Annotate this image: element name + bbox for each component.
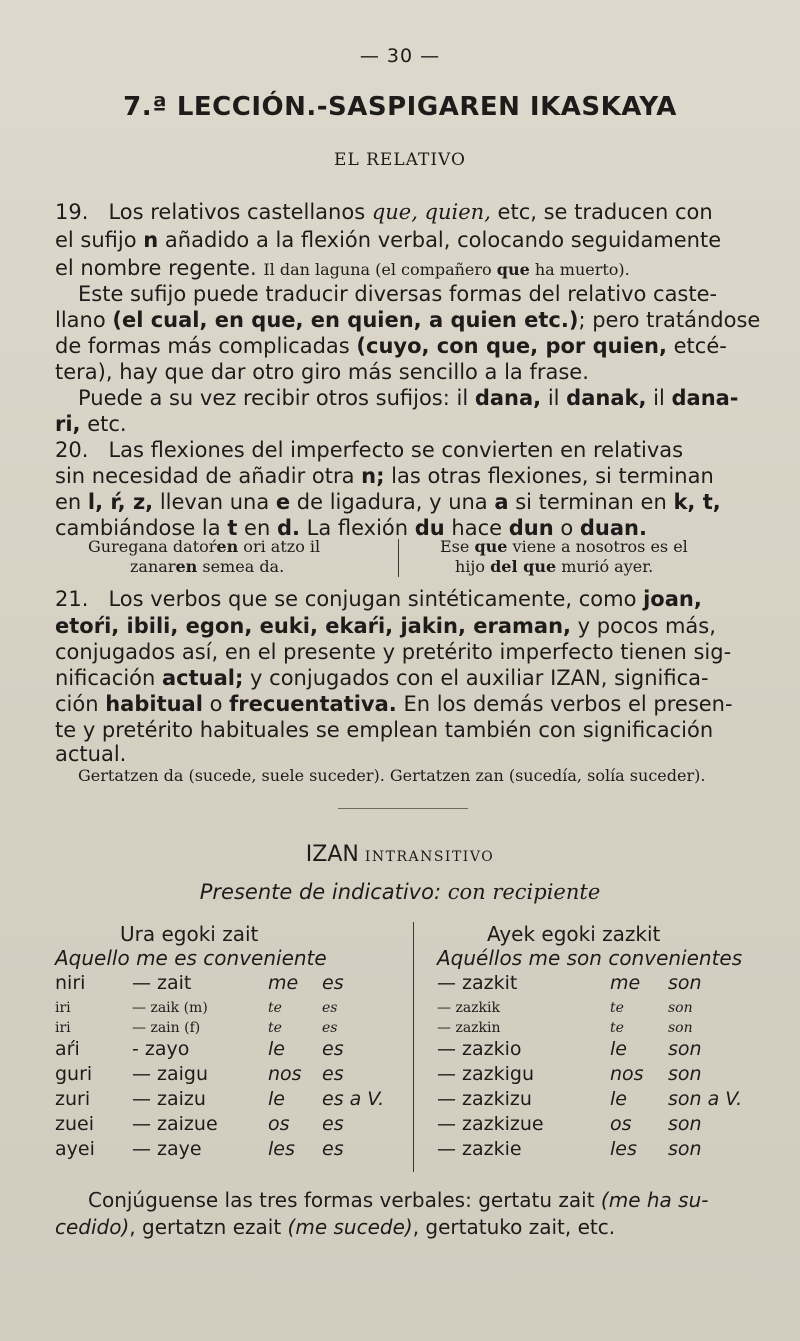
section-divider [338, 808, 468, 809]
section-title: EL RELATIVO [334, 150, 466, 170]
conjugation-cell-t2: es [322, 972, 344, 994]
conjugation-cell-p: guri [55, 1063, 93, 1085]
example-spanish-2: hijo del que murió ayer. [455, 557, 654, 576]
conjugation-cell-v: — zain (f) [132, 1020, 201, 1036]
conjugation-cell-v: — zaik (m) [132, 1000, 208, 1016]
left-column-head: Ura egoki zait [120, 922, 259, 946]
p21-line-1: 21. Los verbos que se conjugan sintéticamente, como joan, [55, 587, 702, 611]
conjugation-cell-rv: — zazkizue [437, 1113, 544, 1135]
p19-line-1: 19. Los relativos castellanos que, quien, etc, se traducen con [55, 200, 713, 224]
right-column-translation: Aquéllos me son convenientes [437, 946, 743, 970]
p21-line-3: conjugados así, en el presente y pretérito imperfecto tienen sig- [55, 640, 732, 664]
conjugation-cell-r2: son [668, 1020, 693, 1036]
conjugation-cell-r1: nos [610, 1063, 644, 1085]
conjugation-cell-t1: les [268, 1138, 295, 1160]
conjugation-cell-t1: os [268, 1113, 290, 1135]
p20-line-3: en l, ŕ, z, llevan una e de ligadura, y una a si terminan en k, t, [55, 490, 721, 514]
conjugation-cell-r2: son a V. [668, 1088, 743, 1110]
p21-line-6: te y pretérito habituales se emplean también con significación [55, 718, 714, 742]
conjugation-cell-p: zuri [55, 1088, 91, 1110]
conjugation-cell-t2: es [322, 1138, 344, 1160]
conjugation-cell-r1: les [610, 1138, 637, 1160]
izan-title: IZAN INTRANSITIVO [305, 842, 495, 867]
conjugation-cell-p: niri [55, 972, 86, 994]
conjugation-cell-v: — zait [132, 972, 192, 994]
conjugation-cell-t2: es [322, 1038, 344, 1060]
conjugation-cell-v: — zaizu [132, 1088, 206, 1110]
conjugation-cell-rv: — zazkie [437, 1138, 522, 1160]
p19-line-8: Puede a su vez recibir otros sufijos: il dana, il danak, il dana- [78, 386, 739, 410]
conjugation-cell-t1: te [268, 1000, 282, 1016]
conjugation-cell-t2: es [322, 1000, 338, 1016]
conjugation-cell-t2: es [322, 1020, 338, 1036]
p21-example: Gertatzen da (sucede, suele suceder). Gertatzen zan (sucedía, solía suceder). [78, 766, 706, 785]
conjugation-cell-rv: — zazkizu [437, 1088, 532, 1110]
example-basque-2: zanaren semea da. [130, 557, 285, 576]
p21-line-2: etoŕi, ibili, egon, euki, ekaŕi, jakin, eraman, y pocos más, [55, 614, 716, 638]
p19-line-4: Este sufijo puede traducir diversas formas del relativo caste- [78, 282, 718, 306]
lesson-title: 7.ª LECCIÓN.-SASPIGAREN IKASKAYA [123, 92, 677, 122]
conjugation-cell-r1: os [610, 1113, 632, 1135]
conjugation-cell-t2: es a V. [322, 1088, 385, 1110]
conjugation-cell-r1: te [610, 1020, 624, 1036]
conjugation-cell-t1: le [268, 1038, 285, 1060]
column-divider [413, 922, 414, 1172]
conjugation-cell-r2: son [668, 1138, 702, 1160]
conjugation-cell-r2: son [668, 972, 702, 994]
p21-line-7: actual. [55, 742, 127, 766]
p21-line-5: ción habitual o frecuentativa. En los demás verbos el presen- [55, 692, 733, 716]
conjugation-cell-r2: son [668, 1113, 702, 1135]
conjugation-cell-p: ayei [55, 1138, 95, 1160]
conjugation-cell-t2: es [322, 1113, 344, 1135]
example-divider [398, 539, 399, 577]
conjugation-cell-rv: — zazkit [437, 972, 518, 994]
conjugation-cell-r2: son [668, 1063, 702, 1085]
p20-line-1: 20. Las flexiones del imperfecto se convierten en relativas [55, 438, 684, 462]
conjugation-cell-v: — zaye [132, 1138, 202, 1160]
p19-line-6: de formas más complicadas (cuyo, con que, por quien, etcé- [55, 334, 727, 358]
final-line-2: cedido), gertatzn ezait (me sucede), gertatuko zait, etc. [55, 1215, 616, 1239]
conjugation-cell-r1: te [610, 1000, 624, 1016]
conjugation-cell-p: iri [55, 1000, 71, 1016]
izan-subtitle: Presente de indicativo: con recipiente [199, 880, 601, 904]
conjugation-cell-r1: le [610, 1038, 627, 1060]
conjugation-cell-t2: es [322, 1063, 344, 1085]
p19-line-2: el sufijo n añadido a la flexión verbal, colocando seguidamente [55, 228, 722, 252]
page-number: — 30 — [359, 45, 441, 67]
p19-line-5: llano (el cual, en que, en quien, a quien etc.); pero tratándose [55, 308, 761, 332]
conjugation-cell-rv: — zazkigu [437, 1063, 535, 1085]
conjugation-cell-r1: me [610, 972, 641, 994]
p21-line-4: nificación actual; y conjugados con el auxiliar IZAN, significa- [55, 666, 709, 690]
example-spanish-1: Ese que viene a nosotros es el [440, 537, 688, 556]
left-column-translation: Aquello me es conveniente [55, 946, 327, 970]
conjugation-cell-t1: le [268, 1088, 285, 1110]
p19-line-3: el nombre regente. Il dan laguna (el compañero que ha muerto). [55, 256, 630, 280]
conjugation-cell-t1: nos [268, 1063, 302, 1085]
conjugation-cell-p: iri [55, 1020, 71, 1036]
example-basque-1: Guregana datoŕen ori atzo il [88, 537, 321, 556]
p19-line-7: tera), hay que dar otro giro más sencillo a la frase. [55, 360, 589, 384]
conjugation-cell-t1: me [268, 972, 299, 994]
conjugation-cell-r2: son [668, 1000, 693, 1016]
p20-line-2: sin necesidad de añadir otra n; las otras flexiones, si terminan [55, 464, 714, 488]
conjugation-cell-v: - zayo [132, 1038, 190, 1060]
conjugation-cell-p: aŕi [55, 1038, 80, 1060]
conjugation-cell-v: — zaigu [132, 1063, 209, 1085]
conjugation-cell-v: — zaizue [132, 1113, 218, 1135]
conjugation-cell-r1: le [610, 1088, 627, 1110]
final-line-1: Conjúguense las tres formas verbales: gertatu zait (me ha su- [88, 1188, 709, 1212]
right-column-head: Ayek egoki zazkit [487, 922, 661, 946]
conjugation-cell-r2: son [668, 1038, 702, 1060]
conjugation-cell-rv: — zazkik [437, 1000, 500, 1016]
conjugation-cell-rv: — zazkio [437, 1038, 522, 1060]
conjugation-cell-t1: te [268, 1020, 282, 1036]
conjugation-cell-p: zuei [55, 1113, 94, 1135]
p20-line-4: cambiándose la t en d. La flexión du hace dun o duan. [55, 516, 647, 540]
p19-line-9: ri, etc. [55, 412, 127, 436]
conjugation-cell-rv: — zazkin [437, 1020, 501, 1036]
